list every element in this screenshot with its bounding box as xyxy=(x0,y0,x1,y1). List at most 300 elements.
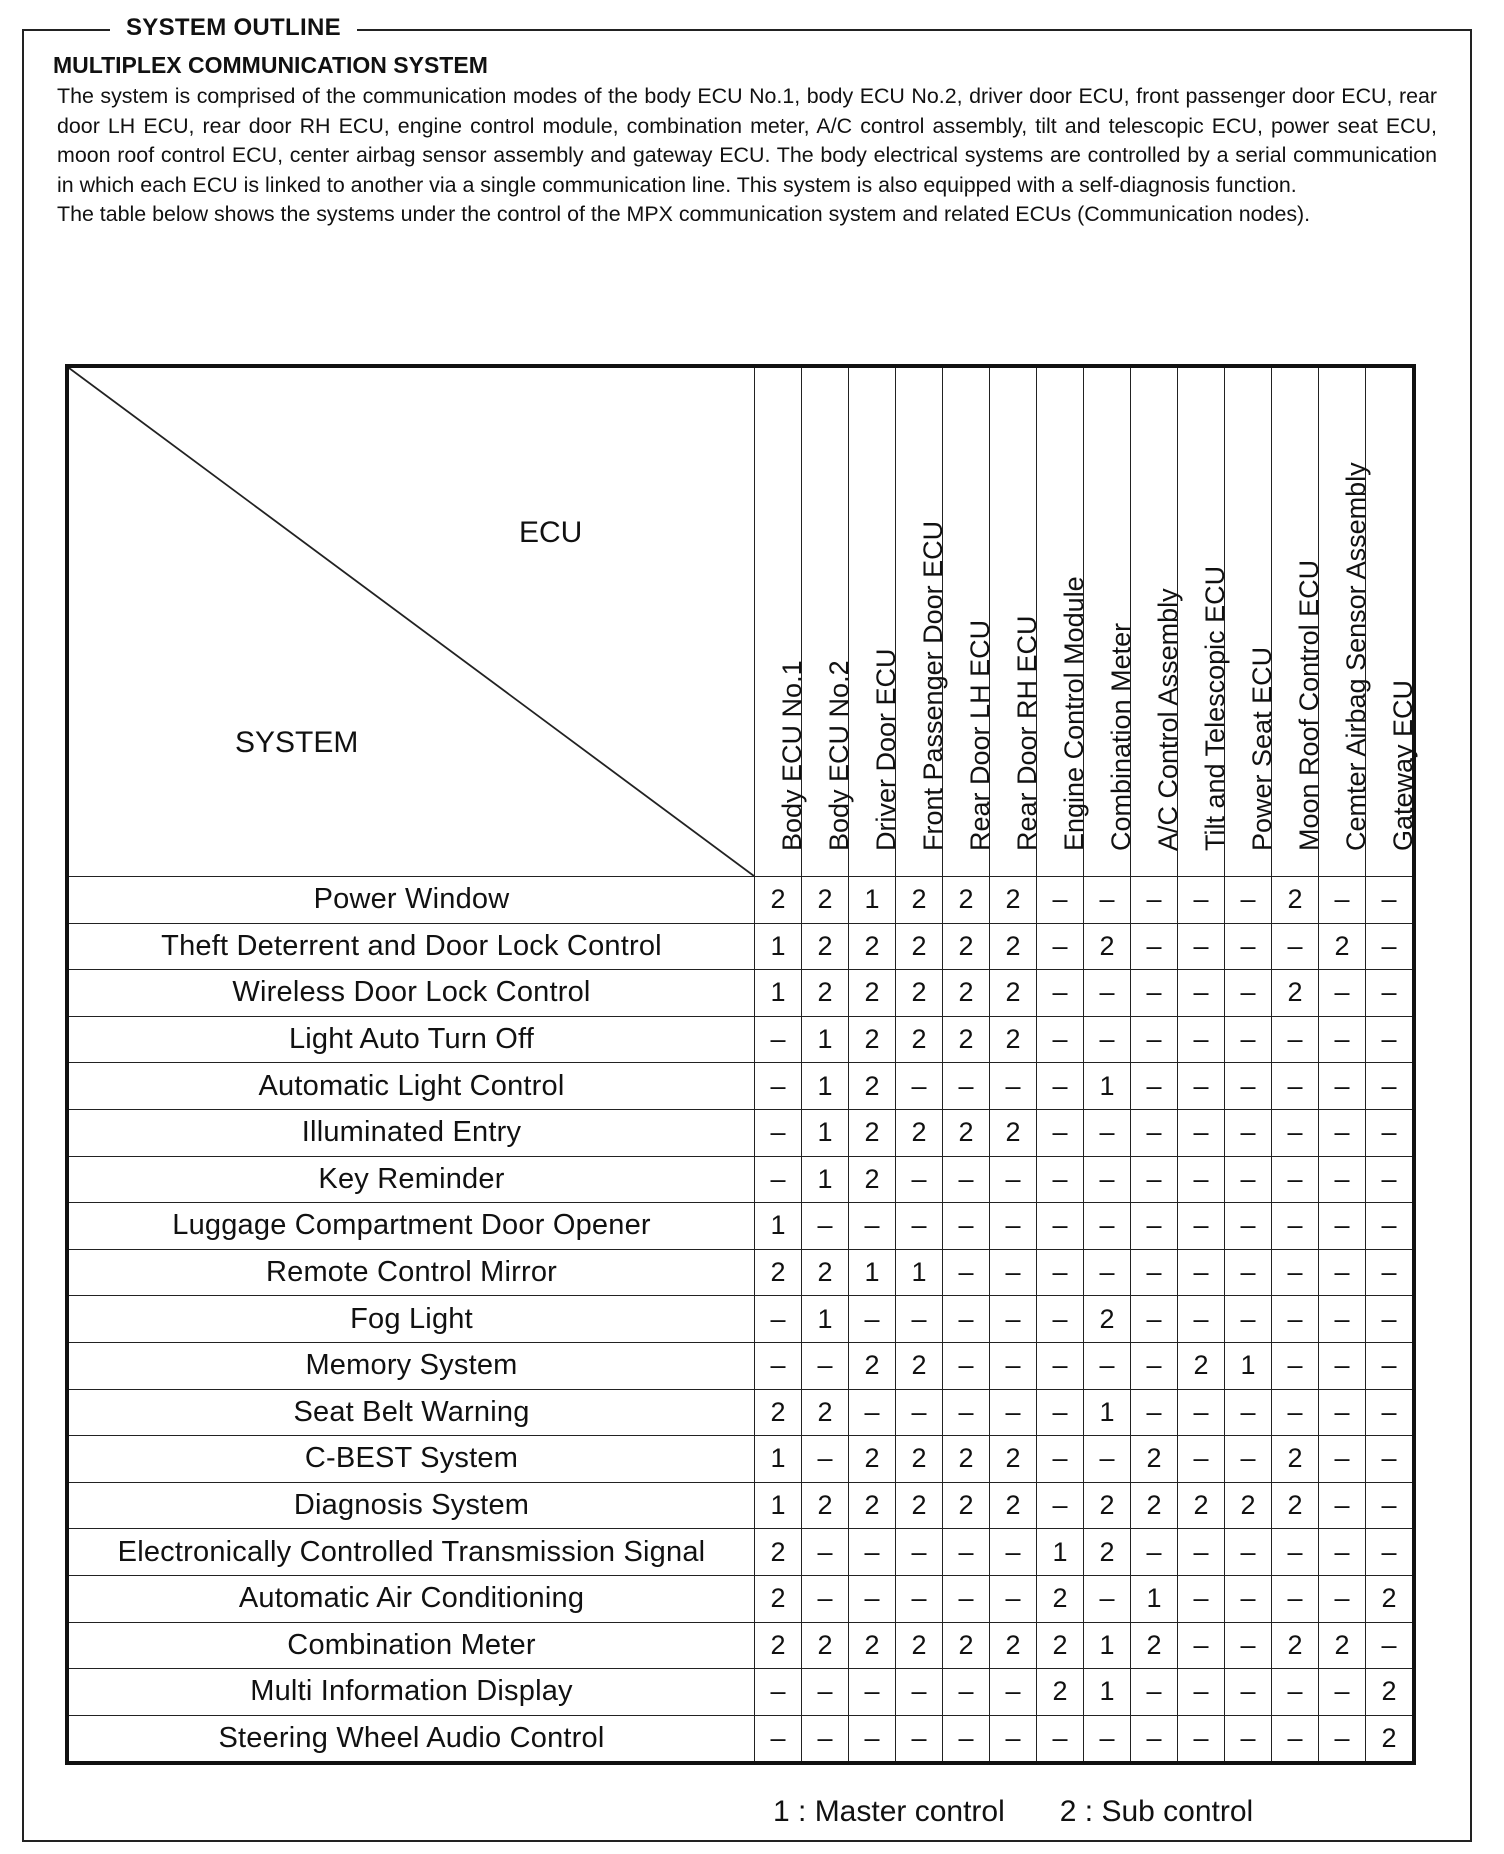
table-cell: 2 xyxy=(1178,1342,1225,1389)
table-cell: – xyxy=(849,1203,896,1250)
table-cell: – xyxy=(755,1016,802,1063)
table-cell: – xyxy=(1037,1482,1084,1529)
row-system-label: C-BEST System xyxy=(67,1436,755,1483)
column-header-label: Driver Door ECU xyxy=(871,648,901,851)
table-cell: – xyxy=(1319,1715,1366,1763)
table-cell: 2 xyxy=(1366,1715,1415,1763)
table-row xyxy=(67,1156,1414,1203)
table-cell: – xyxy=(1225,1249,1272,1296)
table-cell: 2 xyxy=(1084,1482,1131,1529)
table-cell: – xyxy=(802,1575,849,1622)
table-cell: 2 xyxy=(802,970,849,1017)
table-cell: 2 xyxy=(1366,1669,1415,1716)
table-cell: – xyxy=(802,1529,849,1576)
table-cell: – xyxy=(1225,1203,1272,1250)
table-cell: – xyxy=(1084,1203,1131,1250)
table-cell: – xyxy=(1178,1622,1225,1669)
table-cell: 2 xyxy=(896,970,943,1017)
table-cell: – xyxy=(1366,970,1415,1017)
table-cell: – xyxy=(1037,1016,1084,1063)
table-cell: 2 xyxy=(943,1436,990,1483)
column-header-label: Cemter Airbag Sensor Assembly xyxy=(1341,462,1371,851)
table-cell: – xyxy=(1131,877,1178,924)
column-header xyxy=(1037,366,1089,877)
table-cell: – xyxy=(990,1063,1037,1110)
table-cell: – xyxy=(1037,1389,1084,1436)
table-cell: – xyxy=(990,1342,1037,1389)
table-cell: 2 xyxy=(1272,877,1319,924)
table-cell: 1 xyxy=(755,1203,802,1250)
table-cell: 2 xyxy=(849,1016,896,1063)
table-cell: – xyxy=(1131,1715,1178,1763)
table-cell: 1 xyxy=(896,1249,943,1296)
table-cell: 2 xyxy=(1272,1436,1319,1483)
table-cell: 1 xyxy=(802,1296,849,1343)
table-cell: – xyxy=(1178,1575,1225,1622)
table-cell: – xyxy=(1225,923,1272,970)
table-cell: 2 xyxy=(990,1482,1037,1529)
table-cell: – xyxy=(1272,1109,1319,1156)
table-cell: – xyxy=(1178,1529,1225,1576)
table-cell: – xyxy=(896,1063,943,1110)
table-cell: – xyxy=(1225,1156,1272,1203)
table-cell: 2 xyxy=(896,923,943,970)
table-cell: 1 xyxy=(1084,1389,1131,1436)
table-cell: – xyxy=(1178,923,1225,970)
table-cell: – xyxy=(943,1342,990,1389)
table-cell: 2 xyxy=(1272,970,1319,1017)
table-cell: 2 xyxy=(1272,1622,1319,1669)
table-cell: – xyxy=(1037,1203,1084,1250)
table-cell: – xyxy=(990,1249,1037,1296)
row-system-label: Electronically Controlled Transmission Signal xyxy=(67,1529,755,1576)
table-cell: – xyxy=(755,1296,802,1343)
table-cell: 2 xyxy=(990,1109,1037,1156)
table-row xyxy=(67,1389,1414,1436)
table-cell: – xyxy=(1272,1529,1319,1576)
table-cell: – xyxy=(1225,1296,1272,1343)
column-header xyxy=(802,366,854,877)
table-cell: – xyxy=(802,1436,849,1483)
table-cell: – xyxy=(943,1715,990,1763)
table-cell: – xyxy=(755,1342,802,1389)
table-cell: 1 xyxy=(802,1016,849,1063)
table-cell: 2 xyxy=(1131,1482,1178,1529)
table-cell: – xyxy=(1319,1575,1366,1622)
table-cell: 2 xyxy=(990,970,1037,1017)
table-cell: – xyxy=(1225,1715,1272,1763)
table-cell: – xyxy=(943,1063,990,1110)
table-cell: – xyxy=(1366,1296,1415,1343)
table-cell: – xyxy=(1131,1669,1178,1716)
table-cell: – xyxy=(1037,1436,1084,1483)
table-cell: 2 xyxy=(755,877,802,924)
table-cell: – xyxy=(1084,1575,1131,1622)
table-cell: – xyxy=(990,1575,1037,1622)
table-cell: – xyxy=(1084,1249,1131,1296)
table-cell: 2 xyxy=(1037,1575,1084,1622)
legend-sub: 2 : Sub control xyxy=(1059,1795,1254,1828)
table-cell: – xyxy=(1037,877,1084,924)
table-cell: – xyxy=(1319,1529,1366,1576)
table-cell: 1 xyxy=(1225,1342,1272,1389)
table-cell: – xyxy=(1319,1156,1366,1203)
table-cell: – xyxy=(1272,1063,1319,1110)
table-cell: – xyxy=(1272,1156,1319,1203)
table-cell: – xyxy=(755,1669,802,1716)
table-cell: 2 xyxy=(849,1622,896,1669)
table-cell: – xyxy=(1366,1389,1415,1436)
table-cell: 1 xyxy=(1131,1575,1178,1622)
table-cell: – xyxy=(849,1296,896,1343)
column-header xyxy=(1178,366,1230,877)
table-cell: – xyxy=(1131,970,1178,1017)
row-system-label: Automatic Light Control xyxy=(67,1063,755,1110)
table-cell: 2 xyxy=(802,923,849,970)
table-cell: 1 xyxy=(755,923,802,970)
column-header xyxy=(896,366,948,877)
column-header-label: Moon Roof Control ECU xyxy=(1294,559,1324,851)
table-row xyxy=(67,923,1414,970)
table-cell: – xyxy=(1225,970,1272,1017)
table-cell: – xyxy=(1178,1203,1225,1250)
table-row xyxy=(67,1249,1414,1296)
table-cell: – xyxy=(1319,970,1366,1017)
table-cell: – xyxy=(943,1389,990,1436)
table-cell: – xyxy=(1131,1063,1178,1110)
table-cell: – xyxy=(1366,1249,1415,1296)
table-cell: – xyxy=(1084,1436,1131,1483)
table-cell: 1 xyxy=(1037,1529,1084,1576)
table-row xyxy=(67,1296,1414,1343)
table-cell: – xyxy=(943,1156,990,1203)
table-cell: 2 xyxy=(755,1575,802,1622)
table-cell: – xyxy=(1178,1063,1225,1110)
table-cell: – xyxy=(1272,1575,1319,1622)
table-cell: – xyxy=(755,1063,802,1110)
table-cell: – xyxy=(1131,1529,1178,1576)
column-header xyxy=(1084,366,1136,877)
table-cell: 2 xyxy=(802,877,849,924)
table-cell: – xyxy=(990,1156,1037,1203)
table-cell: – xyxy=(1131,1249,1178,1296)
column-header xyxy=(943,366,995,877)
table-cell: – xyxy=(1272,1342,1319,1389)
table-cell: – xyxy=(990,1203,1037,1250)
table-cell: – xyxy=(1178,1436,1225,1483)
table-cell: 1 xyxy=(1084,1063,1131,1110)
table-cell: – xyxy=(1225,1063,1272,1110)
table-cell: – xyxy=(943,1529,990,1576)
table-cell: 2 xyxy=(943,1622,990,1669)
table-cell: – xyxy=(1178,1016,1225,1063)
table-cell: 1 xyxy=(802,1063,849,1110)
corner-ecu-label: ECU xyxy=(519,516,583,549)
table-cell: – xyxy=(1366,1529,1415,1576)
table-cell: – xyxy=(990,1715,1037,1763)
table-cell: 1 xyxy=(849,1249,896,1296)
table-cell: – xyxy=(990,1296,1037,1343)
table-row xyxy=(67,1203,1414,1250)
table-cell: – xyxy=(1366,1156,1415,1203)
table-cell: – xyxy=(802,1715,849,1763)
table-cell: – xyxy=(1131,1342,1178,1389)
table-cell: – xyxy=(943,1203,990,1250)
table-cell: – xyxy=(849,1715,896,1763)
table-cell: – xyxy=(1319,1296,1366,1343)
column-header xyxy=(755,366,807,877)
table-cell: 2 xyxy=(896,1016,943,1063)
table-cell: 2 xyxy=(943,877,990,924)
table-row xyxy=(67,1575,1414,1622)
column-header xyxy=(849,366,901,877)
row-system-label: Light Auto Turn Off xyxy=(67,1016,755,1063)
column-header xyxy=(1319,366,1371,877)
table-cell: 2 xyxy=(1366,1575,1415,1622)
table-cell: – xyxy=(990,1529,1037,1576)
table-cell: – xyxy=(1319,1016,1366,1063)
table-cell: 2 xyxy=(1037,1622,1084,1669)
table-cell: – xyxy=(1131,923,1178,970)
table-cell: – xyxy=(1319,1063,1366,1110)
table-cell: – xyxy=(943,1249,990,1296)
table-cell: 2 xyxy=(1084,1529,1131,1576)
intro-paragraph-2: The table below shows the systems under the control of the MPX communication system and related ECUs (Communication nodes). xyxy=(57,202,1311,227)
row-system-label: Power Window xyxy=(67,877,755,924)
table-cell: 2 xyxy=(990,1016,1037,1063)
table-cell: – xyxy=(1366,1016,1415,1063)
table-cell: – xyxy=(1272,1389,1319,1436)
table-cell: – xyxy=(849,1575,896,1622)
header-row xyxy=(67,366,1414,877)
table-cell: – xyxy=(1225,877,1272,924)
table-cell: 2 xyxy=(1084,923,1131,970)
table-cell: 2 xyxy=(755,1529,802,1576)
table-cell: 2 xyxy=(755,1389,802,1436)
table-cell: – xyxy=(1178,1109,1225,1156)
table-cell: 2 xyxy=(802,1389,849,1436)
table-cell: 1 xyxy=(802,1156,849,1203)
table-cell: – xyxy=(1178,1715,1225,1763)
table-cell: – xyxy=(1037,923,1084,970)
row-system-label: Key Reminder xyxy=(67,1156,755,1203)
table-cell: – xyxy=(1319,1436,1366,1483)
table-cell: 2 xyxy=(943,923,990,970)
table-cell: – xyxy=(1225,1109,1272,1156)
table-cell: – xyxy=(1319,1109,1366,1156)
table-cell: – xyxy=(1225,1016,1272,1063)
table-cell: – xyxy=(1084,877,1131,924)
row-system-label: Automatic Air Conditioning xyxy=(67,1575,755,1622)
table-row xyxy=(67,1342,1414,1389)
table-cell: 2 xyxy=(802,1622,849,1669)
table-cell: – xyxy=(1366,1436,1415,1483)
system-heading: MULTIPLEX COMMUNICATION SYSTEM xyxy=(53,52,488,78)
table-cell: 2 xyxy=(896,1109,943,1156)
table-cell: – xyxy=(1319,1342,1366,1389)
table-cell: 2 xyxy=(849,1109,896,1156)
table-cell: 2 xyxy=(849,1063,896,1110)
table-cell: – xyxy=(1225,1622,1272,1669)
table-cell: – xyxy=(1037,1156,1084,1203)
table-cell: – xyxy=(896,1296,943,1343)
table-cell: – xyxy=(1037,1715,1084,1763)
table-cell: – xyxy=(1366,923,1415,970)
table-cell: 2 xyxy=(990,877,1037,924)
column-header xyxy=(1272,366,1324,877)
table-row xyxy=(67,1016,1414,1063)
table-row xyxy=(67,1063,1414,1110)
table-cell: – xyxy=(1319,1389,1366,1436)
table-cell: – xyxy=(1084,1156,1131,1203)
legend-master: 1 : Master control xyxy=(773,1795,1005,1828)
matrix-body xyxy=(67,877,1414,1764)
table-cell: – xyxy=(943,1669,990,1716)
ecu-system-matrix xyxy=(65,364,1416,1765)
table-cell: – xyxy=(1225,1575,1272,1622)
table-cell: 2 xyxy=(896,1622,943,1669)
diagonal-divider xyxy=(69,368,754,876)
table-cell: – xyxy=(1178,1249,1225,1296)
column-header xyxy=(1225,366,1277,877)
table-cell: 1 xyxy=(755,1482,802,1529)
table-cell: – xyxy=(1131,1389,1178,1436)
table-cell: 2 xyxy=(990,1622,1037,1669)
column-header-label: A/C Control Assembly xyxy=(1153,588,1183,851)
row-system-label: Fog Light xyxy=(67,1296,755,1343)
table-cell: 1 xyxy=(849,877,896,924)
table-cell: – xyxy=(802,1342,849,1389)
table-cell: 2 xyxy=(849,1436,896,1483)
column-header-label: Combination Meter xyxy=(1106,622,1136,851)
table-cell: – xyxy=(849,1529,896,1576)
table-cell: 2 xyxy=(755,1249,802,1296)
table-cell: 2 xyxy=(849,1482,896,1529)
table-cell: – xyxy=(1131,1203,1178,1250)
table-cell: – xyxy=(1037,1109,1084,1156)
table-cell: – xyxy=(1272,1296,1319,1343)
table-cell: – xyxy=(1084,970,1131,1017)
column-header-label: Body ECU No.2 xyxy=(824,660,854,851)
table-cell: – xyxy=(1272,1249,1319,1296)
table-cell: 2 xyxy=(896,1342,943,1389)
table-cell: – xyxy=(1366,1063,1415,1110)
table-cell: 2 xyxy=(943,970,990,1017)
table-cell: 2 xyxy=(1131,1622,1178,1669)
table-cell: – xyxy=(1319,1249,1366,1296)
table-cell: – xyxy=(802,1203,849,1250)
table-row xyxy=(67,1482,1414,1529)
table-cell: – xyxy=(1366,1482,1415,1529)
table-cell: – xyxy=(1178,1296,1225,1343)
table-cell: – xyxy=(1319,1669,1366,1716)
table-cell: – xyxy=(1366,1109,1415,1156)
intro-paragraph-1: The system is comprised of the communication modes of the body ECU No.1, body ECU No.2, driver door ECU, front passenger door ECU, rear door LH ECU, rear door RH ECU, engine control module, combination meter, A/C control assembly, tilt and telescopic ECU, power seat ECU, moon roof control ECU, center airbag sensor assembly and gateway ECU. The body electrical systems are controlled by a serial communication in which each ECU is linked to another via a single communication line. This system is also equipped with a self-diagnosis function. xyxy=(57,84,1437,197)
table-row xyxy=(67,877,1414,924)
table-cell: 2 xyxy=(802,1482,849,1529)
table-row xyxy=(67,1715,1414,1763)
table-cell: – xyxy=(1225,1529,1272,1576)
column-header-label: Rear Door RH ECU xyxy=(1012,615,1042,851)
table-cell: – xyxy=(990,1669,1037,1716)
table-cell: – xyxy=(1225,1389,1272,1436)
row-system-label: Combination Meter xyxy=(67,1622,755,1669)
section-title: SYSTEM OUTLINE xyxy=(110,12,357,44)
row-system-label: Seat Belt Warning xyxy=(67,1389,755,1436)
legend xyxy=(773,1794,1253,1830)
table-cell: – xyxy=(1178,877,1225,924)
table-cell: – xyxy=(1366,1342,1415,1389)
row-system-label: Wireless Door Lock Control xyxy=(67,970,755,1017)
table-cell: – xyxy=(849,1389,896,1436)
table-cell: 1 xyxy=(1084,1669,1131,1716)
table-row xyxy=(67,1622,1414,1669)
table-cell: 2 xyxy=(1178,1482,1225,1529)
corner-system-label: SYSTEM xyxy=(235,726,359,759)
table-cell: 2 xyxy=(943,1109,990,1156)
table-cell: – xyxy=(1131,1296,1178,1343)
table-cell: 2 xyxy=(849,923,896,970)
table-cell: – xyxy=(1131,1016,1178,1063)
table-cell: – xyxy=(1366,1203,1415,1250)
table-row xyxy=(67,970,1414,1017)
table-cell: 2 xyxy=(990,1436,1037,1483)
table-cell: – xyxy=(1037,1342,1084,1389)
row-system-label: Illuminated Entry xyxy=(67,1109,755,1156)
table-cell: 2 xyxy=(802,1249,849,1296)
table-cell: – xyxy=(1272,1669,1319,1716)
table-cell: 2 xyxy=(1037,1669,1084,1716)
column-header-label: Gateway ECU xyxy=(1388,679,1418,851)
table-cell: 2 xyxy=(943,1016,990,1063)
column-header-label: Tilt and Telescopic ECU xyxy=(1200,565,1230,851)
table-cell: – xyxy=(896,1715,943,1763)
column-header-label: Engine Control Module xyxy=(1059,576,1089,851)
table-cell: 2 xyxy=(1225,1482,1272,1529)
column-header-label: Front Passenger Door ECU xyxy=(918,520,948,851)
table-cell: 2 xyxy=(1131,1436,1178,1483)
table-cell: – xyxy=(896,1575,943,1622)
table-cell: – xyxy=(1319,877,1366,924)
table-cell: 2 xyxy=(755,1622,802,1669)
table-cell: – xyxy=(755,1715,802,1763)
table-cell: – xyxy=(1037,1249,1084,1296)
table-cell: – xyxy=(1366,1622,1415,1669)
table-row xyxy=(67,1669,1414,1716)
row-system-label: Luggage Compartment Door Opener xyxy=(67,1203,755,1250)
table-cell: – xyxy=(896,1156,943,1203)
table-cell: – xyxy=(943,1575,990,1622)
table-cell: – xyxy=(1037,1296,1084,1343)
column-header xyxy=(1366,366,1418,877)
table-cell: 1 xyxy=(755,1436,802,1483)
column-header xyxy=(1131,366,1183,877)
table-cell: – xyxy=(802,1669,849,1716)
table-cell: 1 xyxy=(802,1109,849,1156)
table-cell: – xyxy=(1272,1715,1319,1763)
row-system-label: Steering Wheel Audio Control xyxy=(67,1715,755,1763)
table-cell: – xyxy=(1272,1016,1319,1063)
table-cell: – xyxy=(896,1529,943,1576)
table-cell: – xyxy=(990,1389,1037,1436)
table-cell: – xyxy=(1225,1436,1272,1483)
row-system-label: Theft Deterrent and Door Lock Control xyxy=(67,923,755,970)
row-system-label: Diagnosis System xyxy=(67,1482,755,1529)
table-cell: 2 xyxy=(849,970,896,1017)
table-row xyxy=(67,1436,1414,1483)
table-cell: 2 xyxy=(1272,1482,1319,1529)
table-cell: – xyxy=(1272,1203,1319,1250)
